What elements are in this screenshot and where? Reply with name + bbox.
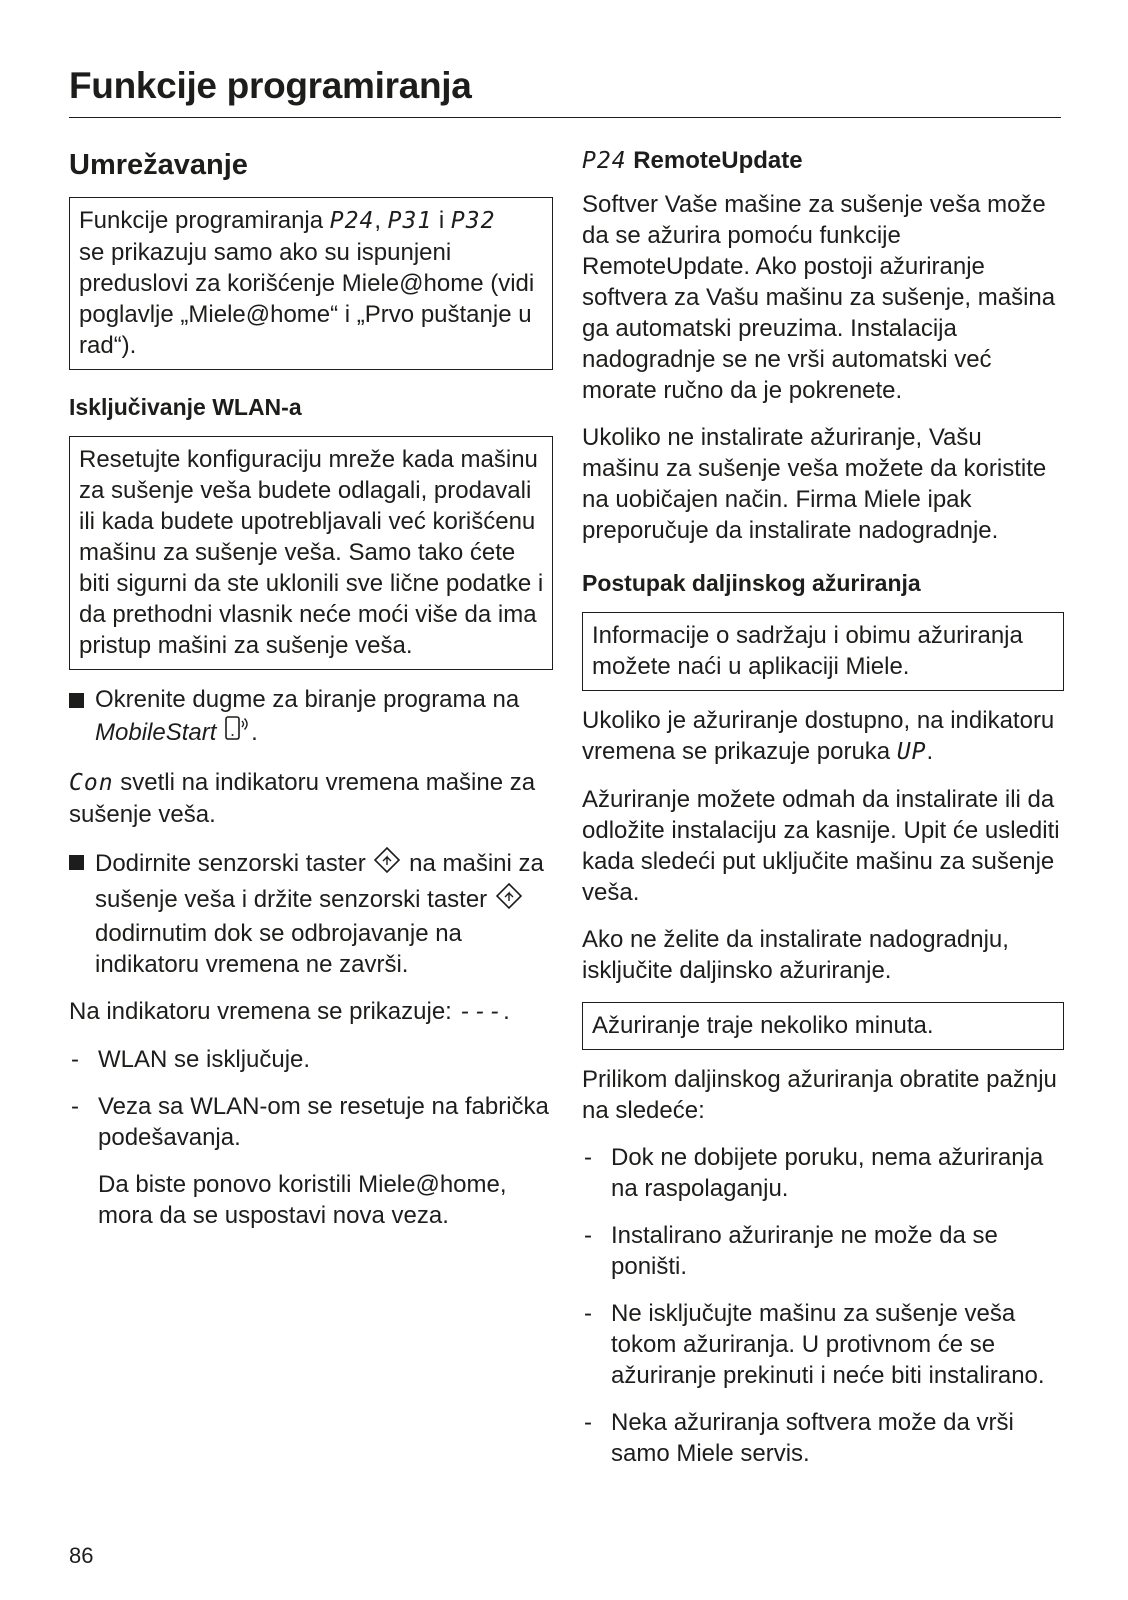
note-box-duration [582, 1002, 1064, 1050]
dash-mark: - [71, 1092, 79, 1120]
code-p24: P24 [329, 207, 375, 234]
step-text: Okrenite dugme za biranje programa na [95, 685, 520, 713]
code-up: UP [896, 739, 927, 765]
mobilestart-icon [223, 715, 251, 751]
dash-text: Instalirano ažuriranje ne može da se poništi. [611, 1222, 998, 1280]
code-p32: P32 [450, 207, 496, 234]
dash-item [582, 1220, 1064, 1282]
paragraph: Softver Vaše mašine za sušenje veša može da se ažurira pomoću funkcije RemoteUpdate. Ako postoji ažuriranje softvera za Vašu mašinu za sušenje, mašina ga automatski preuzima. Instalacija nadogradnje se ne vrši automatski već morate ručno da je pokrenete. [582, 191, 1056, 404]
right-column [582, 145, 1064, 1469]
code-p24: P24 [582, 148, 627, 174]
section-title: Umrežavanje [69, 149, 248, 181]
con-line [69, 767, 553, 830]
con-text: svetli na indikatoru vremena mašine za sušenje veša. [69, 768, 536, 828]
note-box-reset [69, 436, 553, 670]
step-item [69, 846, 553, 980]
mobilestart-label: MobileStart [95, 718, 217, 746]
left-column [69, 145, 553, 1231]
step-bullet [69, 855, 84, 870]
note-text: Ažuriranje traje nekoliko minuta. [592, 1012, 934, 1039]
subheading-remote-procedure: Postupak daljinskog ažuriranja [582, 570, 921, 596]
dash-text: Dok ne dobijete poruku, nema ažuriranja na raspolaganju. [611, 1144, 1044, 1202]
heading-text: RemoteUpdate [626, 147, 803, 174]
note-text [79, 205, 544, 361]
dash-mark: - [584, 1300, 592, 1327]
dash-text: Ne isključujte mašinu za sušenje veša tokom ažuriranja. U protivnom će se ažuriranje prekinuti i neće biti instalirano. [611, 1300, 1045, 1389]
dash-text: Veza sa WLAN-om se resetuje na fabrička podešavanja. [98, 1092, 549, 1151]
note-text-part: Funkcije programiranja [79, 206, 330, 234]
paragraph-end: . [926, 738, 934, 765]
step-text: dodirnutim dok se odbrojavanje na indikatoru vremena ne završi. [95, 919, 462, 978]
note-text: Resetujte konfiguraciju mreže kada mašinu za sušenje veša budete odlagali, prodavali ili kada budete upotrebljavali već korišćenu mašinu za sušenje veša. Samo tako ćete biti sigurni da ste uklonili sve lične podatke i da prethodni vlasnik neće moći više da ima pristup mašini za sušenje veša. [79, 445, 544, 659]
step-bullet [69, 693, 84, 708]
title-divider [69, 117, 1061, 118]
display-end: . [503, 997, 510, 1025]
paragraph: Prilikom daljinskog ažuriranja obratite pažnju na sledeće: [582, 1066, 1057, 1124]
step-text: . [251, 718, 258, 746]
step-text: na mašini za sušenje veša i držite senzorski taster [95, 849, 544, 913]
dash-mark: - [71, 1045, 79, 1073]
dash-text: Neka ažuriranja softvera može da vrši samo Miele servis. [611, 1409, 1014, 1467]
dash-item [69, 1044, 553, 1075]
page-title: Funkcije programiranja [69, 65, 472, 106]
note-box-app-info [582, 612, 1064, 691]
page-number: 86 [69, 1543, 94, 1568]
dash-mark: - [584, 1144, 592, 1171]
note-text-part: , [374, 206, 388, 234]
note-text-part: i [432, 206, 451, 234]
code-p31: P31 [387, 207, 433, 234]
subheading-wlan-off: Isključivanje WLAN-a [69, 393, 302, 420]
code-dashes: --- [458, 998, 504, 1025]
sensor-key-icon [494, 882, 524, 918]
dash-item [69, 1091, 553, 1153]
dash-item [582, 1142, 1064, 1204]
step-item [69, 684, 553, 751]
dash-mark: - [584, 1222, 592, 1249]
dash-item [582, 1407, 1064, 1469]
note-text: Informacije o sadržaju i obimu ažuriranja možete naći u aplikaciji Miele. [592, 622, 1023, 680]
display-text: Na indikatoru vremena se prikazuje: [69, 997, 459, 1025]
indented-note: Da biste ponovo koristili Miele@home, mora da se uspostavi nova veza. [98, 1170, 507, 1229]
paragraph: Ukoliko ne instalirate ažuriranje, Vašu mašinu za sušenje veša možete da koristite na uobičajen način. Firma Miele ipak preporučuje da instalirate nadogradnje. [582, 424, 1047, 544]
note-box-preconditions [69, 197, 553, 370]
remoteupdate-heading [582, 145, 1064, 177]
paragraph [582, 705, 1064, 768]
dash-item [582, 1298, 1064, 1391]
dash-mark: - [584, 1409, 592, 1436]
dash-text: WLAN se isključuje. [98, 1045, 311, 1073]
display-line [69, 996, 553, 1028]
note-text-part: se prikazuju samo ako su ispunjeni preduslovi za korišćenje Miele@home (vidi poglavlje „Miele@home“ i „Prvo puštanje u rad“). [79, 238, 535, 359]
code-con: Con [69, 769, 114, 796]
step-text: Dodirnite senzorski taster [95, 849, 373, 877]
sensor-key-icon [372, 846, 402, 882]
paragraph: Ažuriranje možete odmah da instalirate ili da odložite instalaciju za kasnije. Upit će uslediti kada sledeći put uključite mašinu za sušenje veša. [582, 786, 1060, 906]
paragraph-text: Ukoliko je ažuriranje dostupno, na indikatoru vremena se prikazuje poruka [582, 707, 1055, 765]
paragraph: Ako ne želite da instalirate nadogradnju, isključite daljinsko ažuriranje. [582, 926, 1009, 984]
